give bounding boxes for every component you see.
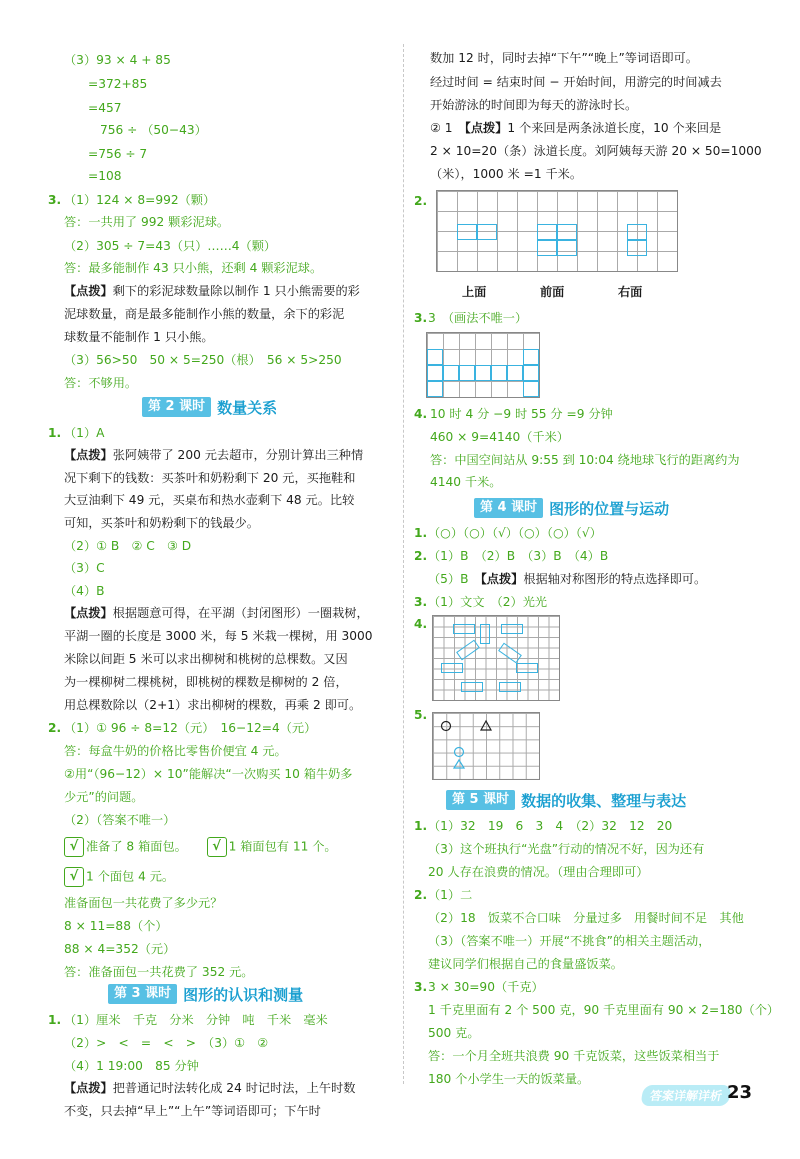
rectangle-shape — [480, 624, 490, 644]
question-number: 2. — [414, 888, 428, 902]
question-number: 3. — [414, 595, 428, 609]
text-line: （1）① 96 ÷ 8=12（元） 16−12=4（元） — [64, 721, 317, 735]
square-cell — [557, 240, 577, 256]
rectangle-shape — [499, 682, 521, 692]
view-label: 前面 — [540, 285, 565, 299]
question-number: 1. — [48, 1013, 62, 1027]
text-line: 为一棵柳树二棵桃树，即桃树的棵数是柳树的 2 倍， — [64, 675, 348, 689]
text-line: 答：准备面包一共花费了 352 元。 — [64, 965, 254, 979]
checked-item-text: 准备了 8 箱面包。 — [86, 839, 187, 854]
text-line: 756 ÷ （50−43） — [100, 123, 207, 137]
text-line: 答：一共用了 992 颗彩泥球。 — [64, 215, 230, 229]
text-line: （1）A — [64, 426, 105, 440]
question-number: 1. — [414, 526, 428, 540]
text-line: 建议同学们根据自己的食量盛饭菜。 — [428, 957, 623, 971]
text-line: 3 （画法不唯一） — [428, 311, 528, 325]
square-cell — [523, 381, 539, 397]
text-line: （1）文文 （2）光光 — [428, 595, 548, 609]
check-icon: √ — [64, 867, 84, 887]
text-line: 88 × 4=352（元） — [64, 942, 176, 956]
text-span: ② 1 — [430, 121, 465, 135]
text-line: 180 个小学生一天的饭菜量。 — [428, 1072, 590, 1086]
shapes-svg — [433, 713, 539, 779]
tip-line — [64, 1080, 355, 1096]
text-line: 460 × 9=4140（千米） — [430, 430, 569, 444]
text-line: （2）> < = < > （3）① ② — [64, 1036, 269, 1050]
lesson-badge: 第 4 课时 — [474, 498, 543, 518]
question-number: 3. — [414, 311, 428, 325]
square-cell — [627, 224, 647, 240]
section-title: 数据的收集、整理与表达 — [521, 791, 687, 810]
text-line: =108 — [88, 169, 122, 183]
triangle-shape — [481, 721, 491, 730]
text-line: =756 ÷ 7 — [88, 147, 148, 161]
square-cell — [557, 224, 577, 240]
text-line: 答：每盒牛奶的价格比零售价便宜 4 元。 — [64, 744, 287, 758]
text-line: 泥球数量，商是最多能制作小熊的数量，余下的彩泥 — [64, 307, 345, 321]
question-number: 4. — [414, 407, 428, 421]
section-header — [108, 983, 303, 1005]
text-line: 500 克。 — [428, 1026, 480, 1040]
text-line: 答：一个月全班共浪费 90 千克饭菜，这些饭菜相当于 — [428, 1049, 720, 1063]
text-line: （1）二 — [428, 888, 473, 902]
shape-grid — [432, 712, 540, 780]
text-line: （3）（答案不唯一）开展“不挑食”的相关主题活动， — [428, 934, 711, 948]
view-label: 右面 — [618, 285, 643, 299]
circle-shape — [455, 748, 464, 757]
text-line: 答：不够用。 — [64, 376, 138, 390]
square-cell — [475, 365, 491, 381]
square-cell — [427, 365, 443, 381]
text-line: 10 时 4 分 −9 时 55 分 =9 分钟 — [430, 407, 613, 421]
text-line: （1）32 19 6 3 4 （2）32 12 20 — [428, 819, 673, 833]
square-cell — [457, 224, 477, 240]
lesson-badge: 第 5 课时 — [446, 790, 515, 810]
position-grid — [432, 615, 560, 701]
text-line: 少元”的问题。 — [64, 790, 144, 804]
question-number: 1. — [48, 426, 62, 440]
section-header — [142, 396, 277, 418]
tip-label: 【点拨】 — [64, 606, 113, 620]
text-line: 答：最多能制作 43 只小熊，还剩 4 颗彩泥球。 — [64, 261, 323, 275]
rectangle-shape — [441, 663, 463, 673]
text-line: （4）B — [64, 584, 105, 598]
rectangle-shape — [501, 624, 523, 634]
square-cell — [523, 349, 539, 365]
text-line: 况下剩下的钱数：买茶叶和奶粉剩下 20 元，买拖鞋和 — [64, 471, 356, 485]
view-grid — [436, 190, 678, 272]
square-cell — [443, 365, 459, 381]
square-cell — [459, 365, 475, 381]
text-line: （2）① B ② C ③ D — [64, 539, 192, 553]
question-number: 3. — [414, 980, 428, 994]
text-line: 大豆油剩下 49 元，买桌布和热水壶剩下 48 元。比较 — [64, 493, 355, 507]
text-line: 开始游泳的时间即为每天的游泳时长。 — [430, 98, 638, 112]
question-number: 2. — [414, 194, 428, 208]
rectangle-shape — [498, 643, 522, 664]
text-line: 准备面包一共花费了多少元？ — [64, 896, 223, 910]
question-number: 5. — [414, 708, 428, 722]
text-line: ②用“（96−12）× 10”能解决“一次购买 10 箱牛奶多 — [64, 767, 353, 781]
tip-text: 张阿姨带了 200 元去超市，分别计算出三种情 — [112, 448, 364, 462]
question-number: 2. — [48, 721, 62, 735]
tip-line — [428, 571, 706, 587]
question-number: 2. — [414, 549, 428, 563]
checked-item — [64, 867, 174, 887]
text-line: 米除以间距 5 米可以求出柳树和桃树的总棵数。又因 — [64, 652, 348, 666]
checked-item — [64, 837, 337, 857]
section-header — [474, 497, 669, 519]
section-title: 图形的认识和测量 — [183, 985, 304, 1004]
square-cell — [523, 365, 539, 381]
checked-item-text: 1 个面包 4 元。 — [86, 869, 175, 884]
text-line: 不变，只去掉“早上”“上午”等词语即可；下午时 — [64, 1104, 321, 1118]
text-line: （3）这个班执行“光盘”行动的情况不好，因为还有 — [428, 842, 705, 856]
tip-label: 【点拨】 — [64, 284, 113, 298]
text-line: （1）厘米 千克 分米 分钟 吨 千米 毫米 — [64, 1013, 328, 1027]
text-line: （米），1000 米 =1 千米。 — [430, 167, 583, 181]
text-line: 2 × 10=20（条）泳道长度。刘阿姨每天游 20 × 50=1000 — [430, 144, 762, 158]
square-cell — [627, 240, 647, 256]
rectangle-shape — [516, 663, 538, 673]
question-number: 3. — [48, 193, 62, 207]
text-line: （3）56>50 50 × 5=250（根） 56 × 5>250 — [64, 353, 342, 367]
text-line: （3）93 × 4 + 85 — [64, 53, 171, 67]
view-label: 上面 — [462, 285, 487, 299]
text-line: （2）305 ÷ 7=43（只）……4（颗） — [64, 239, 277, 253]
rectangle-shape — [461, 682, 483, 692]
tip-text: 剩下的彩泥球数量除以制作 1 只小熊需要的彩 — [112, 284, 360, 298]
text-line: 1 千克里面有 2 个 500 克，90 千克里面有 90 × 2=180（个） — [428, 1003, 780, 1017]
text-span: （5）B — [428, 572, 481, 586]
square-cell — [537, 224, 557, 240]
text-line: 3 × 30=90（千克） — [428, 980, 544, 994]
rectangle-shape — [453, 624, 475, 634]
tip-text: 根据题意可得，在平湖（封闭图形）一圈栽树， — [112, 606, 369, 620]
drawing-grid — [426, 332, 540, 398]
square-cell — [427, 381, 443, 397]
text-line: 球数量不能制作 1 只小熊。 — [64, 330, 214, 344]
lesson-badge: 第 3 课时 — [108, 984, 177, 1004]
question-number: 4. — [414, 617, 428, 631]
text-line: （1）124 × 8=992（颗） — [64, 193, 216, 207]
text-line: 用总棵数除以（2+1）求出柳树的棵数，再乘 2 即可。 — [64, 698, 362, 712]
footer-tag: 答案详解详析 — [640, 1085, 732, 1106]
square-cell — [427, 349, 443, 365]
tip-text: 根据轴对称图形的特点选择即可。 — [523, 572, 707, 586]
text-line: （3）C — [64, 561, 105, 575]
tip-line — [64, 283, 360, 299]
tip-line — [64, 447, 363, 463]
section-title: 数量关系 — [217, 398, 278, 417]
text-line: =372+85 — [88, 77, 148, 91]
text-line: （2）（答案不唯一） — [64, 813, 176, 827]
text-line: =457 — [88, 101, 122, 115]
square-cell — [537, 240, 557, 256]
column-divider — [403, 44, 404, 1084]
question-number: 1. — [414, 819, 428, 833]
text-line: （4）1 19:00 85 分钟 — [64, 1059, 199, 1073]
text-line: （1）B （2）B （3）B （4）B — [428, 549, 609, 563]
text-line: 数加 12 时，同时去掉“下午”“晚上”等词语即可。 — [430, 51, 698, 65]
square-cell — [491, 365, 507, 381]
text-line: 经过时间 = 结束时间 − 开始时间，用游完的时间减去 — [430, 75, 722, 89]
text-line: 20 人存在浪费的情况。（理由合理即可） — [428, 865, 649, 879]
tip-label: 【点拨】 — [64, 448, 113, 462]
text-line: 平湖一圈的长度是 3000 米，每 5 米栽一棵树，用 3000 — [64, 629, 373, 643]
text-line: 答：中国空间站从 9:55 到 10:04 绕地球飞行的距离约为 — [430, 453, 740, 467]
tip-line — [430, 120, 721, 136]
text-line: 可知，买茶叶和奶粉剩下的钱最少。 — [64, 516, 259, 530]
tip-line — [64, 605, 369, 621]
square-cell — [507, 365, 523, 381]
rectangle-shape — [456, 640, 480, 661]
section-title: 图形的位置与运动 — [549, 499, 670, 518]
check-icon: √ — [207, 837, 227, 857]
text-line: 8 × 11=88（个） — [64, 919, 168, 933]
tip-label: 【点拨】 — [480, 572, 524, 586]
text-line: （○）（○）（√）（○）（○）（√） — [428, 526, 602, 540]
tip-text: 1 个来回是两条泳道长度，10 个来回是 — [507, 121, 722, 135]
tip-label: 【点拨】 — [64, 1081, 113, 1095]
check-icon: √ — [64, 837, 84, 857]
square-cell — [477, 224, 497, 240]
text-line: 4140 千米。 — [430, 475, 502, 489]
section-header — [446, 789, 686, 811]
text-line: （2）18 饭菜不合口味 分量过多 用餐时间不足 其他 — [428, 911, 744, 925]
triangle-shape — [454, 760, 464, 768]
tip-text: 把普通记时法转化成 24 时记时法，上午时数 — [112, 1081, 356, 1095]
lesson-badge: 第 2 课时 — [142, 397, 211, 417]
checked-item-text: 1 箱面包有 11 个。 — [228, 839, 337, 854]
circle-shape — [442, 722, 451, 731]
tip-label: 【点拨】 — [464, 121, 508, 135]
page-number: 23 — [726, 1082, 752, 1103]
